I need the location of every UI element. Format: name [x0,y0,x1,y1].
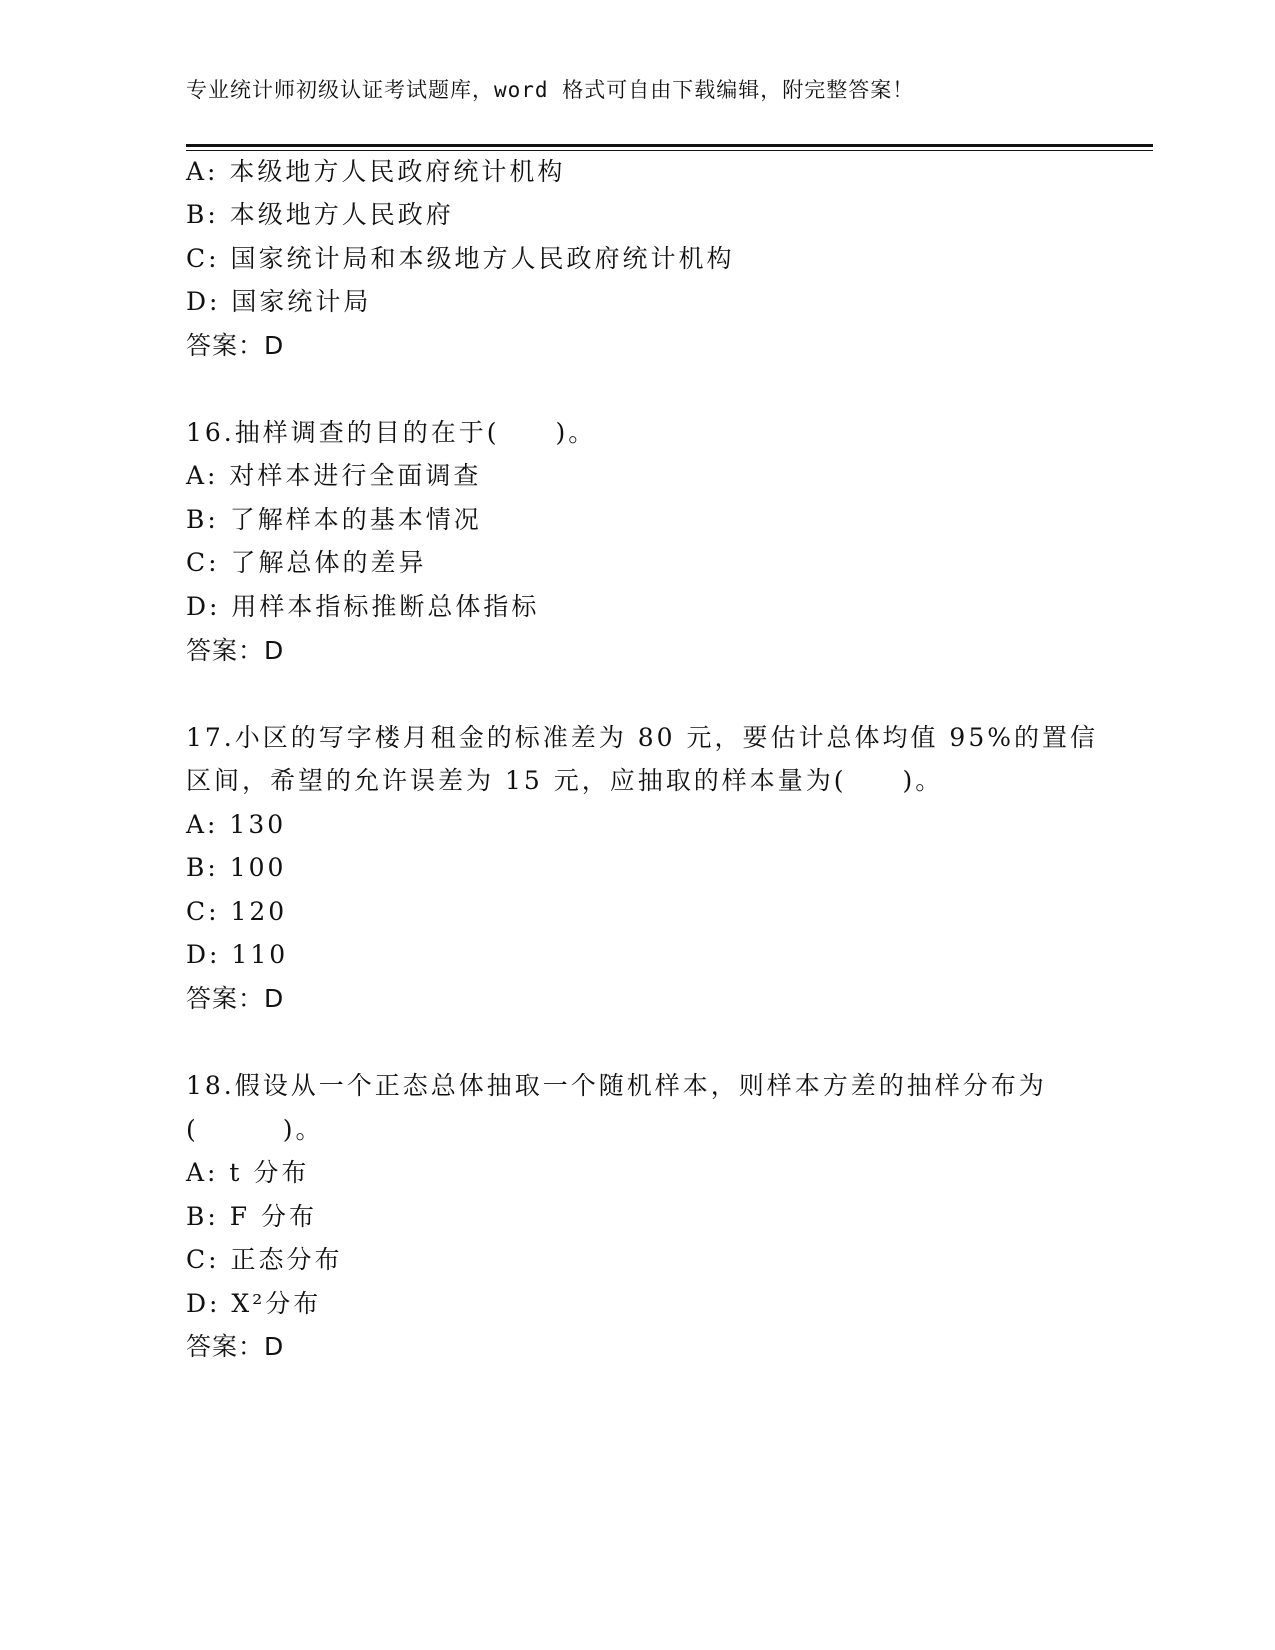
q18-option-a: A: t 分布 [186,1158,310,1187]
q15-option-d: D: 国家统计局 [186,287,372,316]
header-rule-thin [186,150,1153,151]
q17-option-b: B: 100 [186,853,287,882]
header-rule-thick [186,144,1153,147]
q16-option-b: B: 了解样本的基本情况 [186,505,482,534]
q18-option-b: B: F 分布 [186,1202,318,1231]
q15-answer: 答案：D [186,331,285,360]
q17-stem-line1: 17.小区的写字楼月租金的标准差为 80 元，要估计总体均值 95%的置信 [186,723,1098,752]
q16-answer: 答案：D [186,636,285,665]
q16-option-a: A: 对样本进行全面调查 [186,461,482,490]
q15-option-b: B: 本级地方人民政府 [186,200,454,229]
q16-option-d: D: 用样本指标推断总体指标 [186,592,540,621]
q17-option-d: D: 110 [186,940,289,969]
q17-stem-line2: 区间，希望的允许误差为 15 元，应抽取的样本量为( )。 [186,766,944,795]
q15-option-a: A: 本级地方人民政府统计机构 [186,157,566,186]
page-header: 专业统计师初级认证考试题库，word 格式可自由下载编辑，附完整答案！ [186,78,915,102]
q16-stem: 16.抽样调查的目的在于( )。 [186,418,597,447]
q18-option-d: D: X²分布 [186,1289,322,1318]
q18-option-c: C: 正态分布 [186,1245,343,1274]
q18-stem-line2: ( )。 [186,1115,324,1144]
q17-option-c: C: 120 [186,897,288,926]
q15-option-c: C: 国家统计局和本级地方人民政府统计机构 [186,244,735,273]
q17-answer: 答案：D [186,984,285,1013]
q18-stem-line1: 18.假设从一个正态总体抽取一个随机样本，则样本方差的抽样分布为 [186,1071,1047,1100]
q17-option-a: A: 130 [186,810,287,839]
q18-answer: 答案：D [186,1332,285,1361]
q16-option-c: C: 了解总体的差异 [186,548,427,577]
